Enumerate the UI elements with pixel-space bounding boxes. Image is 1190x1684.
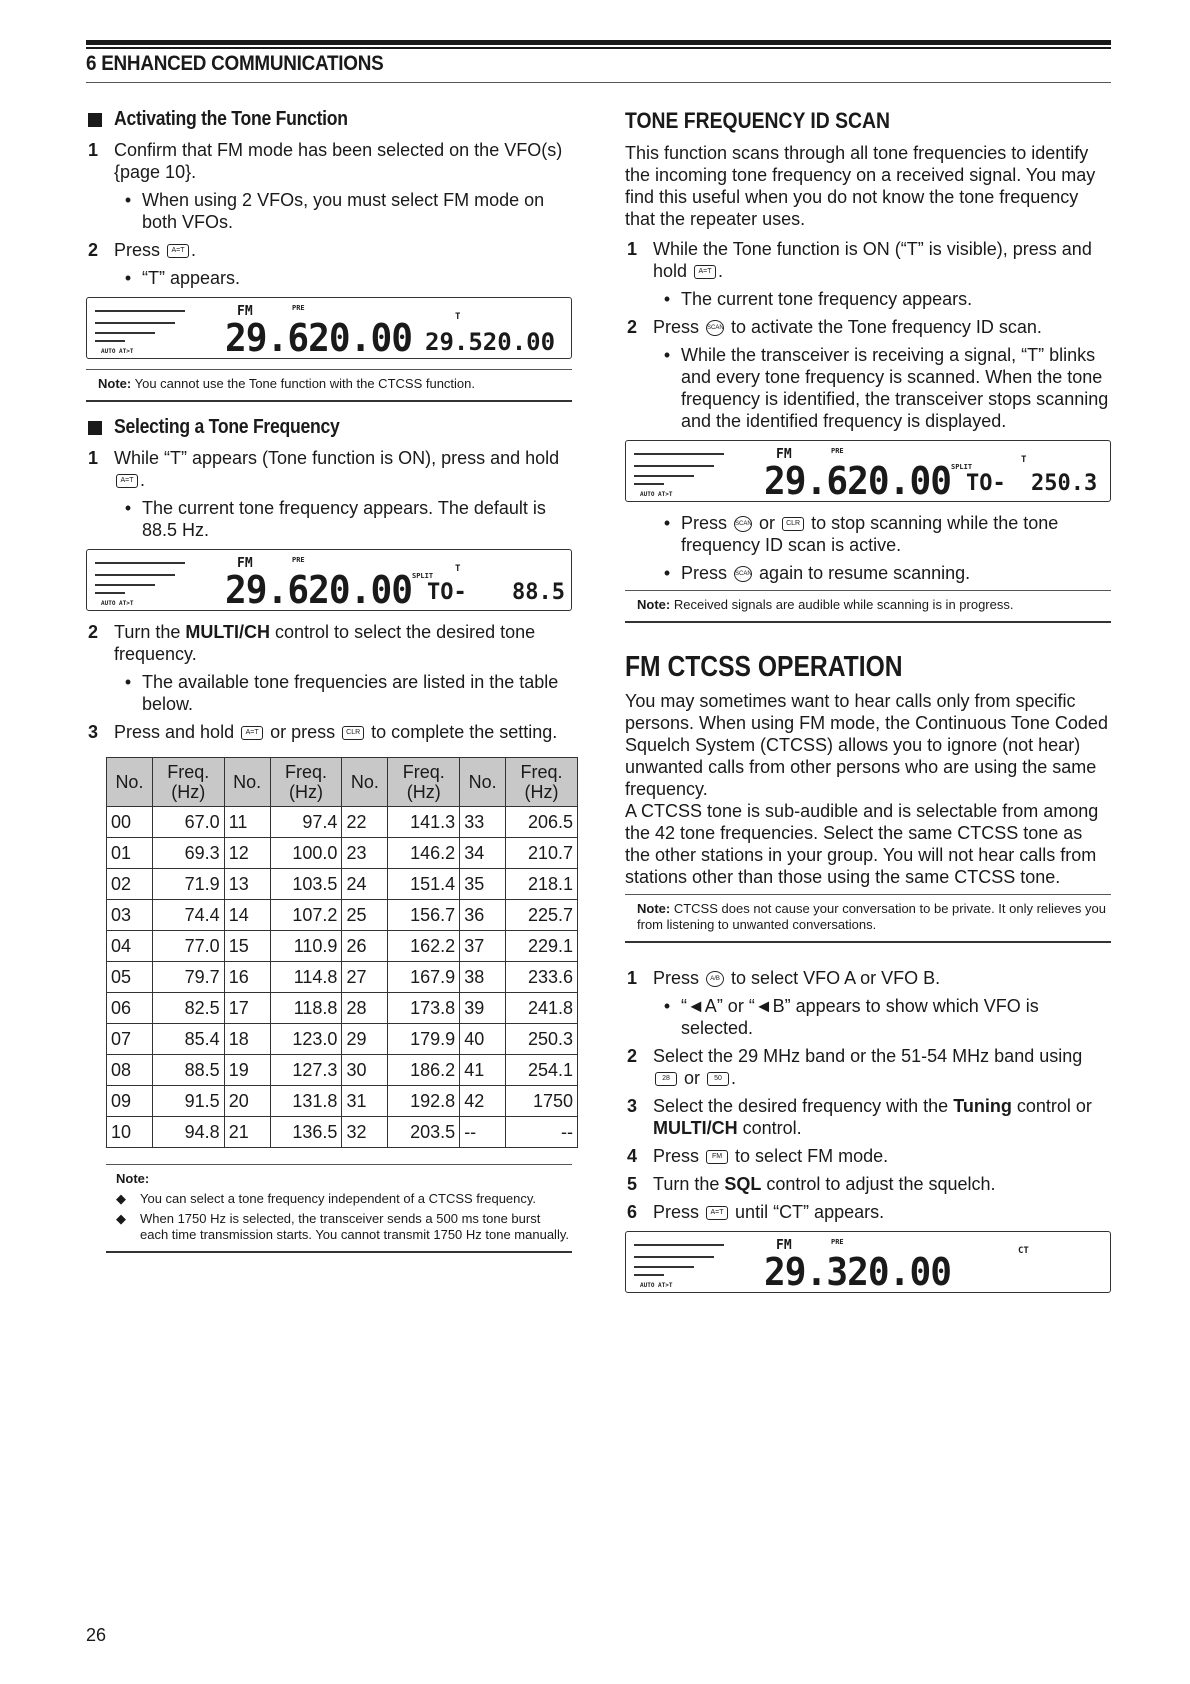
lcd-frequency: 29.320.00 bbox=[764, 1250, 952, 1293]
step: 2 Select the 29 MHz band or the 51-54 MHz band using 28 or 50 . bbox=[627, 1046, 1083, 1088]
ab-key-icon: A/B bbox=[706, 971, 724, 987]
step: 6 Press A=T until “CT” appears. bbox=[627, 1202, 885, 1222]
note: Note: Received signals are audible while scanning is in progress. bbox=[625, 590, 1111, 623]
page-number: 26 bbox=[86, 1625, 107, 1645]
table-cell: 136.5 bbox=[270, 1117, 342, 1148]
table-cell: 241.8 bbox=[506, 993, 578, 1024]
table-cell: 35 bbox=[460, 869, 506, 900]
lcd-frequency: 29.620.00 bbox=[764, 459, 952, 502]
table-cell: 37 bbox=[460, 931, 506, 962]
table-cell: 21 bbox=[224, 1117, 270, 1148]
table-cell: 34 bbox=[460, 838, 506, 869]
top-rule bbox=[86, 40, 1111, 45]
s-meter-icon bbox=[634, 449, 726, 495]
table-cell: -- bbox=[506, 1117, 578, 1148]
table-cell: 05 bbox=[107, 962, 153, 993]
step: 3 Press and hold A=T or press CLR to complete the setting. bbox=[88, 722, 558, 742]
s-meter-icon bbox=[634, 1240, 726, 1286]
table-cell: 127.3 bbox=[270, 1055, 342, 1086]
bullet: • The available tone frequencies are listed in the table below. bbox=[124, 672, 559, 714]
table-cell: 69.3 bbox=[152, 838, 224, 869]
lcd-frequency: 29.620.00 bbox=[225, 316, 413, 359]
table-cell: 07 bbox=[107, 1024, 153, 1055]
table-cell: 27 bbox=[342, 962, 388, 993]
lcd-tone-value: 250.3 bbox=[1031, 471, 1098, 496]
table-cell: 29 bbox=[342, 1024, 388, 1055]
section-heading-selecting: Selecting a Tone Frequency bbox=[86, 416, 572, 439]
table-cell: 167.9 bbox=[388, 962, 460, 993]
band-50-key-icon: 50 bbox=[707, 1072, 729, 1086]
table-cell: 100.0 bbox=[270, 838, 342, 869]
scan-key-icon: SCAN bbox=[706, 320, 724, 336]
table-cell: 156.7 bbox=[388, 900, 460, 931]
table-cell: 74.4 bbox=[152, 900, 224, 931]
table-row bbox=[107, 1086, 578, 1117]
table-header-cell: No. bbox=[342, 758, 388, 807]
paragraph: A CTCSS tone is sub-audible and is selectable from among the 42 tone frequencies. Select the same CTCSS tone as the other stations in your group. You will not hear calls from stations other than those using the same CTCSS tone. bbox=[625, 801, 1099, 887]
table-cell: 110.9 bbox=[270, 931, 342, 962]
table-cell: 218.1 bbox=[506, 869, 578, 900]
table-cell: 107.2 bbox=[270, 900, 342, 931]
table-cell: 06 bbox=[107, 993, 153, 1024]
table-cell: 02 bbox=[107, 869, 153, 900]
table-row bbox=[107, 1055, 578, 1086]
table-cell: 01 bbox=[107, 838, 153, 869]
table-cell: 210.7 bbox=[506, 838, 578, 869]
table-cell: -- bbox=[460, 1117, 506, 1148]
step: 1 While “T” appears (Tone function is ON), press and hold A=T . bbox=[88, 448, 560, 490]
table-cell: 15 bbox=[224, 931, 270, 962]
sel-key-icon: A=T bbox=[116, 474, 138, 488]
table-cell: 123.0 bbox=[270, 1024, 342, 1055]
step: 2 Press SCAN to activate the Tone frequency ID scan. bbox=[627, 317, 1042, 337]
chapter-rule bbox=[86, 82, 1111, 83]
table-cell: 04 bbox=[107, 931, 153, 962]
table-cell: 173.8 bbox=[388, 993, 460, 1024]
table-cell: 91.5 bbox=[152, 1086, 224, 1117]
table-cell: 206.5 bbox=[506, 807, 578, 838]
table-cell: 00 bbox=[107, 807, 153, 838]
fm-am-key-icon: FM bbox=[706, 1150, 728, 1164]
table-cell: 11 bbox=[224, 807, 270, 838]
table-row bbox=[107, 931, 578, 962]
table-cell: 38 bbox=[460, 962, 506, 993]
section-heading-ctcss: FM CTCSS OPERATION bbox=[625, 651, 903, 683]
table-cell: 12 bbox=[224, 838, 270, 869]
table-cell: 24 bbox=[342, 869, 388, 900]
table-cell: 13 bbox=[224, 869, 270, 900]
table-row bbox=[107, 869, 578, 900]
table-cell: 225.7 bbox=[506, 900, 578, 931]
lcd-frequency: 29.620.00 bbox=[225, 568, 413, 611]
bullet: • The current tone frequency appears. The default is 88.5 Hz. bbox=[124, 498, 546, 540]
lcd-display: FM PRE T 29.620.00 SPLIT TO- 88.5 AUTO AT>T bbox=[86, 549, 572, 611]
table-cell: 186.2 bbox=[388, 1055, 460, 1086]
sel-key-icon: A=T bbox=[694, 265, 716, 279]
table-cell: 146.2 bbox=[388, 838, 460, 869]
table-header-cell: No. bbox=[460, 758, 506, 807]
table-cell: 28 bbox=[342, 993, 388, 1024]
table-cell: 40 bbox=[460, 1024, 506, 1055]
table-cell: 17 bbox=[224, 993, 270, 1024]
table-header-cell: No. bbox=[224, 758, 270, 807]
s-meter-icon bbox=[95, 306, 187, 352]
sel-key-icon: A=T bbox=[167, 244, 189, 258]
table-header-cell: Freq. (Hz) bbox=[506, 758, 578, 807]
band-28-key-icon: 28 bbox=[655, 1072, 677, 1086]
left-column bbox=[86, 108, 572, 1267]
table-cell: 39 bbox=[460, 993, 506, 1024]
table-header-cell: Freq. (Hz) bbox=[388, 758, 460, 807]
table-cell: 192.8 bbox=[388, 1086, 460, 1117]
table-cell: 36 bbox=[460, 900, 506, 931]
table-cell: 203.5 bbox=[388, 1117, 460, 1148]
step: 2 Turn the MULTI/CH control to select the desired tone frequency. bbox=[88, 622, 536, 664]
table-cell: 33 bbox=[460, 807, 506, 838]
table-cell: 254.1 bbox=[506, 1055, 578, 1086]
lcd-display: FM PRE T 29.620.00 SPLIT TO- 250.3 AUTO AT>T bbox=[625, 440, 1111, 502]
chapter-title: 6 ENHANCED COMMUNICATIONS bbox=[86, 52, 384, 75]
paragraph: You may sometimes want to hear calls only from specific persons. When using FM mode, the Continuous Tone Coded Squelch System (CTCSS) allows you to ignore (not hear) unwanted calls from other persons who are using the same frequency. bbox=[625, 691, 1108, 799]
table-cell: 179.9 bbox=[388, 1024, 460, 1055]
table-cell: 97.4 bbox=[270, 807, 342, 838]
table-cell: 77.0 bbox=[152, 931, 224, 962]
sel-key-icon: A=T bbox=[706, 1206, 728, 1220]
table-cell: 88.5 bbox=[152, 1055, 224, 1086]
table-cell: 1750 bbox=[506, 1086, 578, 1117]
table-cell: 03 bbox=[107, 900, 153, 931]
section-heading-activating: Activating the Tone Function bbox=[86, 108, 572, 131]
table-row bbox=[107, 1024, 578, 1055]
scan-key-icon: SCAN bbox=[734, 516, 752, 532]
table-cell: 08 bbox=[107, 1055, 153, 1086]
table-cell: 23 bbox=[342, 838, 388, 869]
scan-key-icon: SCAN bbox=[734, 566, 752, 582]
table-row bbox=[107, 962, 578, 993]
table-cell: 16 bbox=[224, 962, 270, 993]
table-cell: 229.1 bbox=[506, 931, 578, 962]
table-cell: 162.2 bbox=[388, 931, 460, 962]
table-cell: 114.8 bbox=[270, 962, 342, 993]
bullet: • “T” appears. bbox=[124, 268, 241, 288]
table-header-cell: No. bbox=[107, 758, 153, 807]
clr-key-icon: CLR bbox=[342, 726, 364, 740]
table-cell: 79.7 bbox=[152, 962, 224, 993]
tone-frequency-table bbox=[106, 757, 578, 1148]
table-cell: 14 bbox=[224, 900, 270, 931]
clr-key-icon: CLR bbox=[782, 517, 804, 531]
table-row bbox=[107, 838, 578, 869]
bullet: • The current tone frequency appears. bbox=[663, 289, 973, 309]
table-cell: 82.5 bbox=[152, 993, 224, 1024]
step: 2 Press A=T . bbox=[88, 240, 197, 260]
table-cell: 26 bbox=[342, 931, 388, 962]
step: 1 Confirm that FM mode has been selected on the VFO(s) {page 10}. bbox=[88, 140, 563, 182]
table-cell: 85.4 bbox=[152, 1024, 224, 1055]
table-cell: 20 bbox=[224, 1086, 270, 1117]
bullet: • “◄A” or “◄B” appears to show which VFO is selected. bbox=[663, 996, 1039, 1038]
sel-key-icon: A=T bbox=[241, 726, 263, 740]
step: 1 While the Tone function is ON (“T” is visible), press and hold A=T . bbox=[627, 239, 1092, 281]
table-cell: 25 bbox=[342, 900, 388, 931]
table-cell: 19 bbox=[224, 1055, 270, 1086]
lcd-display: FM PRE CT 29.320.00 AUTO AT>T bbox=[625, 1231, 1111, 1293]
table-header-cell: Freq. (Hz) bbox=[270, 758, 342, 807]
table-cell: 141.3 bbox=[388, 807, 460, 838]
step: 1 Press A/B to select VFO A or VFO B. bbox=[627, 968, 941, 988]
bullet: • When using 2 VFOs, you must select FM mode on both VFOs. bbox=[124, 190, 545, 232]
table-cell: 30 bbox=[342, 1055, 388, 1086]
section-heading-idscan: TONE FREQUENCY ID SCAN bbox=[625, 108, 890, 133]
table-cell: 67.0 bbox=[152, 807, 224, 838]
table-cell: 09 bbox=[107, 1086, 153, 1117]
table-cell: 118.8 bbox=[270, 993, 342, 1024]
table-cell: 94.8 bbox=[152, 1117, 224, 1148]
table-cell: 22 bbox=[342, 807, 388, 838]
bullet: • Press SCAN or CLR to stop scanning while the tone frequency ID scan is active. bbox=[663, 513, 1059, 555]
table-cell: 10 bbox=[107, 1117, 153, 1148]
table-note: Note: ◆ You can select a tone frequency independent of a CTCSS frequency. ◆ When 1750 Hz is selected, the transceiver sends a 500 ms tone burst each time transmission starts. You cannot transmit 1750 Hz tone manually. bbox=[106, 1164, 572, 1253]
paragraph: This function scans through all tone frequencies to identify the incoming tone frequency on a received signal. You may find this useful when you do not know the tone frequency that the repeater uses. bbox=[625, 143, 1096, 229]
step: 5 Turn the SQL control to adjust the squelch. bbox=[627, 1174, 996, 1194]
note: Note: CTCSS does not cause your conversation to be private. It only relieves you from listening to unwanted conversations. bbox=[625, 894, 1111, 943]
lcd-tone-value: 88.5 bbox=[512, 580, 565, 605]
top-rule-thin bbox=[86, 47, 1111, 49]
table-row bbox=[107, 900, 578, 931]
table-cell: 42 bbox=[460, 1086, 506, 1117]
table-header-cell: Freq. (Hz) bbox=[152, 758, 224, 807]
table-cell: 103.5 bbox=[270, 869, 342, 900]
lcd-sub-frequency: 29.520.00 bbox=[425, 328, 556, 356]
table-row bbox=[107, 807, 578, 838]
table-cell: 41 bbox=[460, 1055, 506, 1086]
table-cell: 233.6 bbox=[506, 962, 578, 993]
right-column bbox=[625, 108, 1111, 1303]
table-cell: 18 bbox=[224, 1024, 270, 1055]
table-cell: 31 bbox=[342, 1086, 388, 1117]
bullet: • While the transceiver is receiving a signal, “T” blinks and every tone frequency is scanned. When the tone frequency is identified, the transceiver stops scanning and the identified frequency is displayed. bbox=[663, 345, 1109, 431]
note: Note: You cannot use the Tone function with the CTCSS function. bbox=[86, 369, 572, 402]
table-cell: 250.3 bbox=[506, 1024, 578, 1055]
table-row bbox=[107, 993, 578, 1024]
table-cell: 71.9 bbox=[152, 869, 224, 900]
table-cell: 131.8 bbox=[270, 1086, 342, 1117]
bullet: • Press SCAN again to resume scanning. bbox=[663, 563, 971, 583]
table-row bbox=[107, 1117, 578, 1148]
s-meter-icon bbox=[95, 558, 187, 604]
step: 4 Press FM to select FM mode. bbox=[627, 1146, 889, 1166]
table-cell: 151.4 bbox=[388, 869, 460, 900]
table-cell: 32 bbox=[342, 1117, 388, 1148]
lcd-display: FM PRE T 29.620.00 29.520.00 AUTO AT>T bbox=[86, 297, 572, 359]
step: 3 Select the desired frequency with the Tuning control or MULTI/CH control. bbox=[627, 1096, 1092, 1138]
